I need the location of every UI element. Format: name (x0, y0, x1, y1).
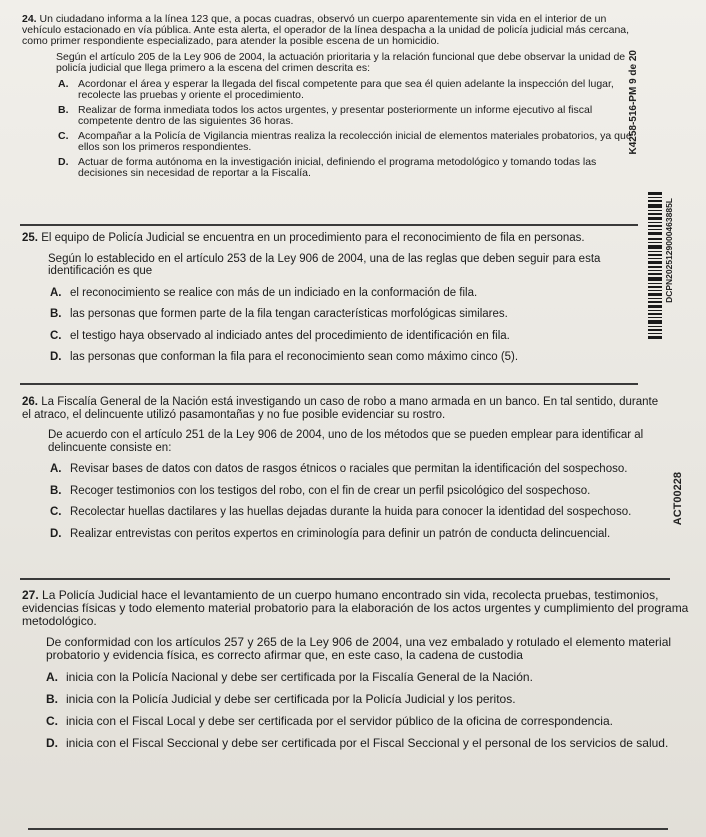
question-intro: Según el artículo 205 de la Ley 906 de 2004, la actuación prioritaria y la relación funcional que debe observar la unidad de policía judicial que llega primero a la escena del crimen descrita es: (56, 51, 626, 74)
option-b[interactable]: B. Realizar de forma inmediata todos los actos urgentes, y presentar posteriormente un informe ejecutivo al fiscal competente dentro de las siguientes 36 horas. (58, 104, 593, 127)
question-intro: De conformidad con los artículos 257 y 265 de la Ley 906 de 2004, una vez embalado y rotulado el elemento material probatorio y evidencia física, es correcto afirmar que, en este caso, la cadena de custodia (46, 635, 672, 662)
option-a[interactable]: A. inicia con la Policía Nacional y debe ser certificada por la Fiscalía General de la Nación. (46, 670, 533, 684)
page-code: K4258-516-PM 9 de 20 (628, 50, 639, 155)
option-a[interactable]: A. Revisar bases de datos con datos de rasgos étnicos o raciales que permitan la identificación del sospechoso. (50, 463, 628, 475)
question-intro: De acuerdo con el artículo 251 de la Ley 906 de 2004, uno de los métodos que se pueden emplear para identificar al delincuente consiste en: (48, 429, 644, 454)
option-d[interactable]: D. inicia con el Fiscal Seccional y debe ser certificada por el Fiscal Seccional y el personal de los servicios de salud. (46, 736, 669, 750)
question-stem: La Fiscalía General de la Nación está investigando un caso de robo a mano armada en un banco. En tal sentido, durante el atraco, el delincuente utilizó pasamontañas y no fue posible evidenciar su rostro. (22, 396, 659, 421)
question-stem: Un ciudadano informa a la línea 123 que, a pocas cuadras, observó un cuerpo aparentemente sin vida en el interior de un vehículo estacionado en vía pública. Ante esta alerta, el operador de la línea despacha a la unidad de policía judicial más cercana, como primer respondiente especializado, para atender la posible escena de un homicidio. (22, 13, 630, 47)
question-intro: Según lo establecido en el artículo 253 de la Ley 906 de 2004, una de las reglas que deben seguir para esta identificación es que (48, 252, 601, 277)
question-26 (22, 396, 668, 540)
question-number: 24. (22, 13, 37, 25)
question-number: 27. (22, 588, 39, 602)
question-number: 26. (22, 396, 38, 408)
option-a[interactable]: A. Acordonar el área y esperar la llegada del fiscal competente para que sea él quien adelante la inspección del lugar, recolecte las pruebas y oriente el procedimiento. (58, 78, 614, 101)
question-27 (22, 589, 690, 750)
option-c[interactable]: C. Acompañar a la Policía de Vigilancia mientras realiza la recolección inicial de elementos materiales probatorios, ya que ellos son los primeros respondientes. (58, 130, 632, 153)
option-b[interactable]: B. inicia con la Policía Judicial y debe ser certificada por la Policía Judicial y los peritos. (46, 692, 516, 706)
form-code: ACT00228 (672, 472, 684, 526)
option-c[interactable]: C. inicia con el Fiscal Local y debe ser certificada por el servidor público de la oficina de correspondencia. (46, 714, 613, 728)
divider (20, 578, 670, 580)
question-number: 25. (22, 232, 38, 244)
barcode-text: DCPN2025129000463885L (664, 198, 674, 303)
divider (28, 828, 668, 830)
question-24 (22, 14, 644, 178)
divider (20, 224, 638, 226)
option-a[interactable]: A. el reconocimiento se realice con más de un indiciado en la conformación de fila. (50, 286, 478, 299)
divider (20, 383, 638, 385)
option-b[interactable]: B. las personas que formen parte de la fila tengan características morfológicas similares. (50, 308, 508, 320)
barcode-icon (648, 192, 662, 342)
option-d[interactable]: D. las personas que conforman la fila para el reconocimiento sean como máximo cinco (5). (50, 351, 519, 363)
question-stem: El equipo de Policía Judicial se encuentra en un procedimiento para el reconocimiento de fila en personas. (41, 232, 585, 244)
option-b[interactable]: B. Recoger testimonios con los testigos del robo, con el fin de crear un perfil psicológico del sospechoso. (50, 484, 591, 497)
option-c[interactable]: C. Recolectar huellas dactilares y las huellas dejadas durante la huida para conocer la identidad del sospechoso. (50, 506, 632, 518)
option-d[interactable]: D. Realizar entrevistas con peritos expertos en criminología para definir un patrón de conducta delincuencial. (50, 527, 611, 540)
option-d[interactable]: D. Actuar de forma autónoma en la investigación inicial, definiendo el programa metodológico y tomando todas las decisiones sin necesidad de reportar a la Fiscalía. (58, 156, 597, 179)
question-25 (22, 232, 644, 364)
question-stem: La Policía Judicial hace el levantamiento de un cuerpo humano encontrado sin vida, recolecta pruebas, testimonios, evidencias físicas y todo elemento material probatorio para la elaboración de los actos urgentes y cumplimiento del programa metodológico. (22, 588, 689, 628)
option-c[interactable]: C. el testigo haya observado al indiciado antes del procedimiento de identificación en fila. (50, 329, 510, 342)
